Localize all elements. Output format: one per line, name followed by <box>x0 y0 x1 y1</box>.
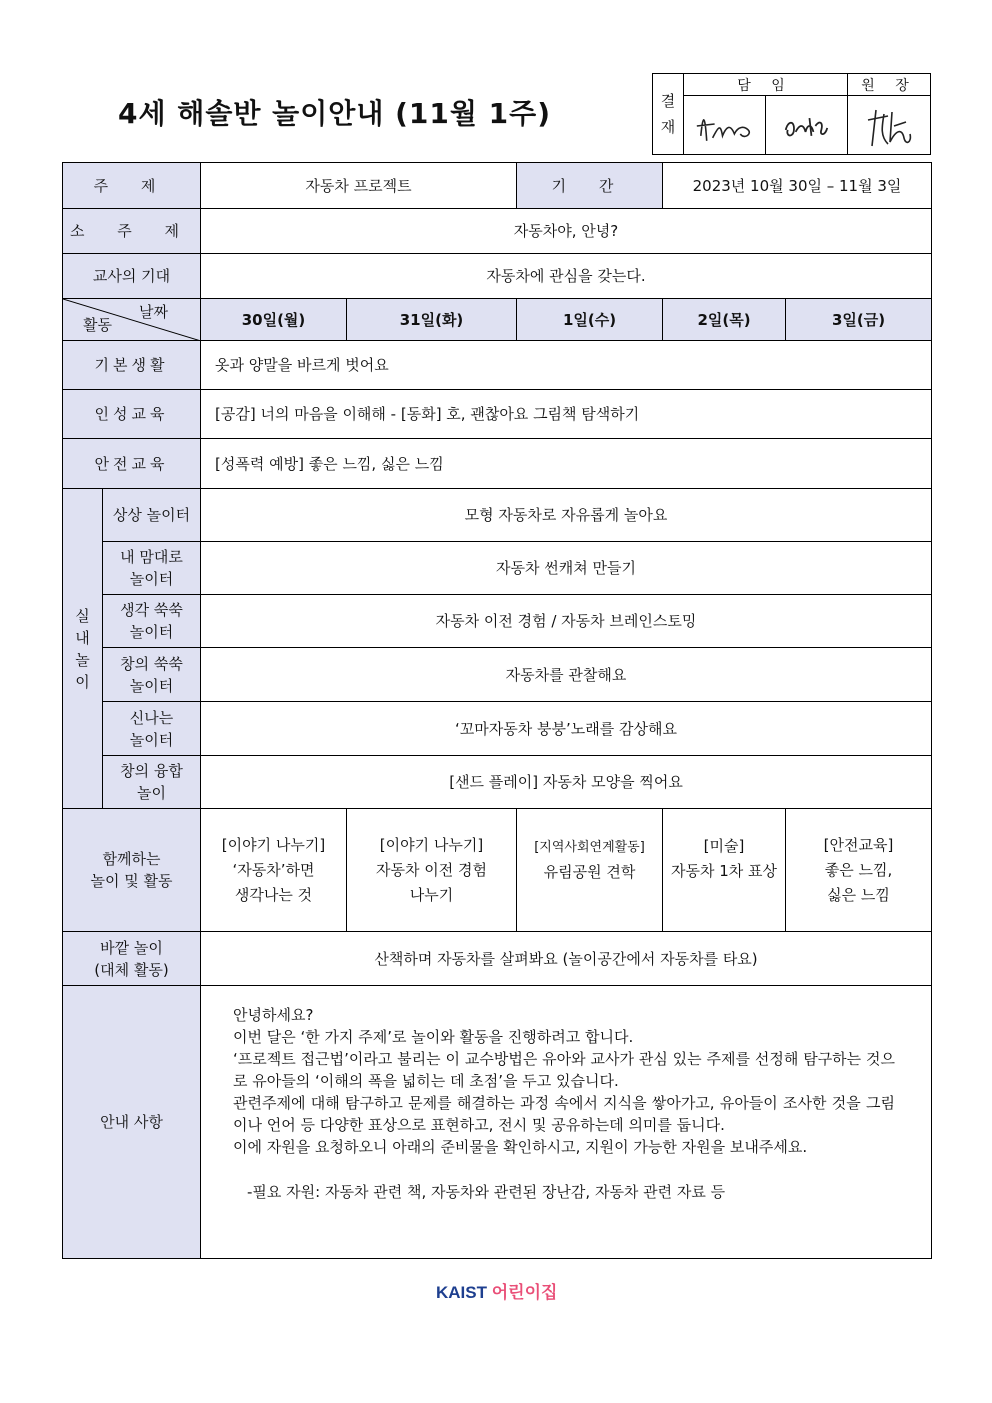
indoor-name-fusion <box>103 756 201 809</box>
label-line: 함께하는 <box>102 850 161 868</box>
name-line: 내 맘대로 <box>120 548 183 566</box>
expectation-value: 자동차에 관심을 갖는다. <box>201 254 932 299</box>
period-label: 기 간 <box>517 163 663 209</box>
name-line: 놀이터 <box>129 623 174 641</box>
together-fri <box>786 809 932 932</box>
indoor-value-creative: 자동차를 관찰해요 <box>201 648 932 702</box>
teacher-header: 담 임 <box>683 74 848 96</box>
day-thu: 2일(목) <box>663 299 786 341</box>
indoor-label <box>63 489 103 809</box>
date-label: 날짜 <box>139 303 168 321</box>
date-activity-header <box>63 299 201 341</box>
indoor-label-char: 실 <box>75 606 90 625</box>
cell-line: [이야기 나누기] <box>379 835 484 854</box>
cell-line: [이야기 나누기] <box>221 835 326 854</box>
label-line: 놀이 및 활동 <box>90 872 173 890</box>
subject-value: 자동차 프로젝트 <box>201 163 517 209</box>
indoor-value-fusion: [샌드 플레이] 자동차 모양을 찍어요 <box>201 756 932 809</box>
activity-label: 활동 <box>83 316 112 334</box>
approval-label-top: 결 <box>660 92 676 110</box>
notice-label: 안내 사항 <box>63 986 201 1259</box>
name-line: 놀이터 <box>129 676 174 695</box>
name-line: 창의 쑥쑥 <box>120 654 183 673</box>
cell-line: [안전교육] <box>823 835 894 854</box>
kaist-logo <box>436 1278 557 1303</box>
period-value: 2023년 10월 30일 – 11월 3일 <box>663 163 932 209</box>
cell-line: ‘자동차’하면 <box>232 860 315 879</box>
teacher-signature-1 <box>683 96 766 154</box>
name-line: 생각 쑥쑥 <box>120 601 183 619</box>
cell-line: 자동차 1차 표상 <box>671 862 778 880</box>
notice-line: 이에 자원을 요청하오니 아래의 준비물을 확인하시고, 지원이 가능한 자원을 보내주세요. <box>233 1138 808 1156</box>
notice-line: 관련주제에 대해 탐구하고 문제를 해결하는 과정 속에서 지식을 쌓아가고, 유아들이 조사한 것을 그림이나 언어 등 다양한 표상으로 표현하고, 전시 및 공유하는데 의미를 둡니다. <box>233 1094 896 1134</box>
notice-line: 이번 달은 ‘한 가지 주제’로 놀이와 활동을 진행하려고 합니다. <box>233 1028 634 1046</box>
day-fri: 3일(금) <box>786 299 932 341</box>
basic-life-value: 옷과 양말을 바르게 벗어요 <box>201 341 932 390</box>
page-title: 4세 해솔반 놀이안내 (11월 1주) <box>118 97 551 130</box>
indoor-name-fun <box>103 702 201 756</box>
outdoor-value: 산책하며 자동차를 살펴봐요 (놀이공간에서 자동차를 타요) <box>201 932 932 986</box>
director-header: 원 장 <box>848 74 930 96</box>
indoor-name-thinking <box>103 595 201 648</box>
notice-line <box>233 1158 895 1181</box>
together-tue <box>347 809 517 932</box>
label-line: (대체 활동) <box>94 960 169 979</box>
plan-table <box>62 162 932 1259</box>
cell-line: 자동차 이전 경험 <box>376 860 487 879</box>
basic-life-label: 기본생활 <box>63 341 201 390</box>
subject-label: 주 제 <box>63 163 201 209</box>
logo-kaist: KAIST <box>436 1283 487 1302</box>
indoor-name-free <box>103 542 201 595</box>
character-value: [공감] 너의 마음을 이해해 - [동화] 호, 괜찮아요 그림책 탐색하기 <box>201 390 932 439</box>
indoor-value-fun: ‘꼬마자동차 붕붕’노래를 감상해요 <box>201 702 932 756</box>
name-line: 놀이터 <box>129 730 174 749</box>
cell-line: [미술] <box>703 837 745 855</box>
notice-line: -필요 자원: 자동차 관련 책, 자동차와 관련된 장난감, 자동차 관련 자료 등 <box>247 1183 726 1201</box>
indoor-name-creative <box>103 648 201 702</box>
notice-line: 안녕하세요? <box>233 1006 314 1024</box>
indoor-label-char: 놀 <box>75 650 90 669</box>
teacher-signature-2 <box>766 96 848 154</box>
notice-body <box>201 986 932 1259</box>
subtopic-value: 자동차야, 안녕? <box>201 209 932 254</box>
together-thu <box>663 809 786 932</box>
day-tue: 31일(화) <box>347 299 517 341</box>
day-mon: 30일(월) <box>201 299 347 341</box>
name-line: 놀이 <box>137 784 166 802</box>
cell-line: 좋은 느낌, <box>824 860 893 879</box>
cell-line: 유림공원 견학 <box>543 863 636 881</box>
indoor-value-imagination: 모형 자동차로 자유롭게 놀아요 <box>201 489 932 542</box>
cell-line: 생각나는 것 <box>234 885 313 904</box>
subtopic-label: 소 주 제 <box>63 209 201 254</box>
label-line: 바깥 놀이 <box>100 938 163 957</box>
indoor-value-free: 자동차 썬캐쳐 만들기 <box>201 542 932 595</box>
character-label: 인성교육 <box>63 390 201 439</box>
safety-value: [성폭력 예방] 좋은 느낌, 싫은 느낌 <box>201 439 932 489</box>
safety-label: 안전교육 <box>63 439 201 489</box>
approval-box <box>652 73 931 155</box>
cell-line: 싫은 느낌 <box>827 885 890 904</box>
indoor-value-thinking: 자동차 이전 경험 / 자동차 브레인스토밍 <box>201 595 932 648</box>
indoor-label-char: 이 <box>75 672 90 691</box>
name-line: 창의 융합 <box>120 762 183 780</box>
approval-label-bottom: 재 <box>660 118 676 136</box>
indoor-label-char: 내 <box>75 628 90 647</box>
together-mon <box>201 809 347 932</box>
cell-line: 나누기 <box>409 885 454 904</box>
name-line: 놀이터 <box>129 570 174 588</box>
director-signature <box>848 96 930 154</box>
logo-daycare: 어린이집 <box>491 1283 558 1302</box>
day-wed: 1일(수) <box>517 299 663 341</box>
together-wed <box>517 809 663 932</box>
together-label <box>63 809 201 932</box>
name-line: 신나는 <box>129 708 174 727</box>
approval-label <box>653 74 684 154</box>
indoor-name-imagination: 상상 놀이터 <box>103 489 201 542</box>
expectation-label: 교사의 기대 <box>63 254 201 299</box>
cell-line: [지역사회연계활동] <box>534 840 645 855</box>
notice-line: ‘프로젝트 접근법’이라고 불리는 이 교수방법은 유아와 교사가 관심 있는 주제를 선정해 탐구하는 것으로 유아들의 ‘이해의 폭을 넓히는 데 초점’을 두고 있습니다. <box>233 1050 896 1090</box>
outdoor-label <box>63 932 201 986</box>
